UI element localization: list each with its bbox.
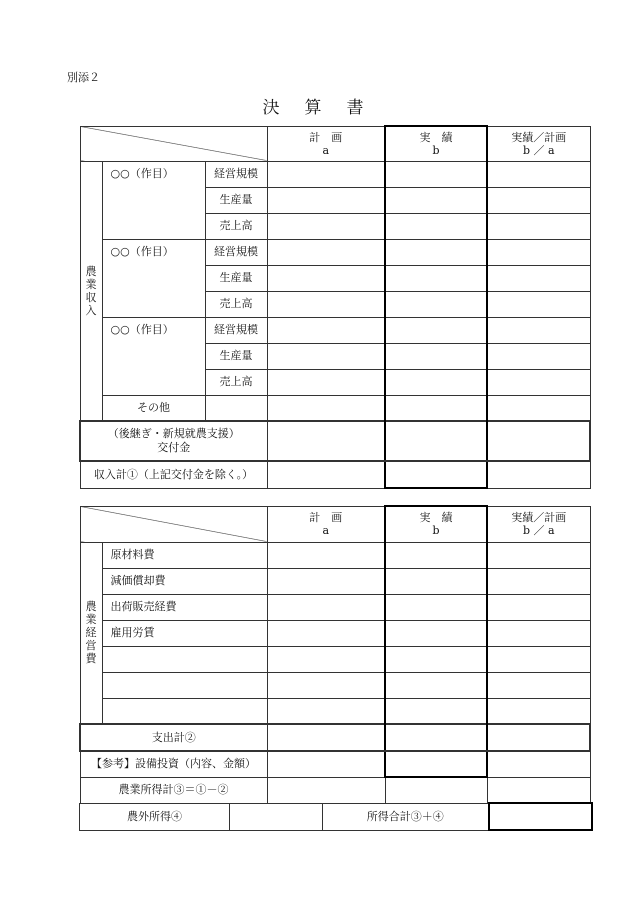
crop-label: ○○（作目） <box>102 239 205 317</box>
ratio-cell[interactable] <box>487 317 590 343</box>
actual-cell[interactable] <box>385 672 487 698</box>
ratio-header-label: 実績／計画 <box>511 510 567 524</box>
plan-header-sub: a <box>322 523 330 537</box>
ratio-cell[interactable] <box>487 291 590 317</box>
non-farm-income-label: 農外所得④ <box>80 803 230 830</box>
actual-cell[interactable] <box>385 421 487 461</box>
plan-cell[interactable] <box>267 568 385 594</box>
ratio-cell[interactable] <box>487 620 590 646</box>
plan-cell[interactable] <box>267 646 385 672</box>
actual-header-sub: b <box>432 524 440 537</box>
ratio-cell[interactable] <box>487 594 590 620</box>
ratio-cell[interactable] <box>487 698 590 724</box>
plan-cell[interactable] <box>267 291 385 317</box>
actual-cell[interactable] <box>385 594 487 620</box>
subsidy-label <box>80 421 267 461</box>
plan-cell[interactable] <box>267 461 385 488</box>
crop-label: ○○（作目） <box>102 161 205 239</box>
actual-cell[interactable] <box>385 646 487 672</box>
ratio-header <box>487 126 590 161</box>
income-section-label: 農 業 収 入 <box>80 161 102 421</box>
plan-header-label: 計 画 <box>309 130 343 144</box>
expense-section-label: 農 業 経 営 費 <box>80 542 102 724</box>
subsidy-line1: （後継ぎ・新規就農支援） <box>107 427 240 440</box>
row-label: 経営規模 <box>205 239 267 265</box>
ratio-cell[interactable] <box>487 751 590 777</box>
actual-cell[interactable] <box>385 317 487 343</box>
plan-cell[interactable] <box>267 751 385 777</box>
expense-total-label: 支出計② <box>80 724 267 751</box>
annex-label: 別添２ <box>67 71 100 84</box>
plan-header-sub: a <box>322 143 330 157</box>
header-diagonal-cell <box>80 506 267 542</box>
actual-cell[interactable] <box>385 395 487 421</box>
plan-cell[interactable] <box>267 594 385 620</box>
row-label: 経営規模 <box>205 161 267 187</box>
actual-cell[interactable] <box>385 213 487 239</box>
ratio-cell[interactable] <box>487 542 590 568</box>
actual-cell[interactable] <box>385 542 487 568</box>
actual-cell[interactable] <box>385 239 487 265</box>
plan-header-label: 計 画 <box>309 510 343 524</box>
ratio-cell[interactable] <box>487 672 590 698</box>
expense-item-label: 出荷販売経費 <box>102 594 267 620</box>
actual-cell[interactable] <box>385 620 487 646</box>
ratio-cell[interactable] <box>487 646 590 672</box>
plan-cell[interactable] <box>267 239 385 265</box>
income-summary-table <box>79 802 593 831</box>
ratio-header-sub: b ／ a <box>522 523 555 537</box>
plan-cell[interactable] <box>267 343 385 369</box>
ratio-cell[interactable] <box>487 239 590 265</box>
expense-item-label: 原材料費 <box>102 542 267 568</box>
expense-item-label <box>102 646 267 672</box>
plan-cell[interactable] <box>267 161 385 187</box>
row-label: 経営規模 <box>205 317 267 343</box>
row-label: 生産量 <box>205 187 267 213</box>
actual-header <box>385 506 487 542</box>
ratio-header-label: 実績／計画 <box>511 130 567 144</box>
ratio-cell[interactable] <box>487 369 590 395</box>
actual-cell[interactable] <box>385 343 487 369</box>
other-sub-cell <box>205 395 267 421</box>
actual-cell[interactable] <box>385 161 487 187</box>
farm-income-label: 農業所得計③＝①－② <box>80 777 267 803</box>
ratio-cell[interactable] <box>487 161 590 187</box>
expense-table <box>79 505 591 804</box>
header-diagonal-cell <box>80 126 267 161</box>
expense-item-label <box>102 698 267 724</box>
ratio-cell[interactable] <box>487 213 590 239</box>
actual-header-label: 実 績 <box>419 131 453 144</box>
ratio-cell[interactable] <box>487 568 590 594</box>
actual-cell[interactable] <box>385 568 487 594</box>
plan-cell[interactable] <box>267 672 385 698</box>
ratio-cell[interactable] <box>487 265 590 291</box>
plan-header <box>267 126 385 161</box>
ratio-cell[interactable] <box>487 187 590 213</box>
row-label: 生産量 <box>205 343 267 369</box>
plan-cell[interactable] <box>267 620 385 646</box>
ratio-cell[interactable] <box>487 777 590 803</box>
actual-cell[interactable] <box>385 777 487 803</box>
plan-cell[interactable] <box>267 724 385 751</box>
income-table <box>79 125 591 489</box>
plan-cell[interactable] <box>267 421 385 461</box>
plan-cell[interactable] <box>267 213 385 239</box>
ratio-cell[interactable] <box>487 461 590 488</box>
actual-cell[interactable] <box>385 291 487 317</box>
ratio-header-sub: b ／ a <box>522 143 555 157</box>
plan-cell[interactable] <box>267 777 385 803</box>
actual-cell[interactable] <box>385 751 487 777</box>
ratio-cell[interactable] <box>487 724 590 751</box>
row-label: 売上高 <box>205 291 267 317</box>
actual-cell[interactable] <box>385 265 487 291</box>
plan-cell[interactable] <box>267 698 385 724</box>
plan-cell[interactable] <box>267 542 385 568</box>
plan-header <box>267 506 385 542</box>
row-label: 売上高 <box>205 369 267 395</box>
actual-cell[interactable] <box>385 698 487 724</box>
ratio-cell[interactable] <box>487 395 590 421</box>
other-label: その他 <box>102 395 205 421</box>
row-label: 売上高 <box>205 213 267 239</box>
expense-item-label: 減価償却費 <box>102 568 267 594</box>
income-total-label: 所得合計③＋④ <box>323 803 489 830</box>
non-farm-income-cell[interactable] <box>230 803 323 830</box>
actual-cell[interactable] <box>385 461 487 488</box>
actual-header-sub: b <box>432 144 440 157</box>
income-total-cell[interactable] <box>489 803 592 830</box>
income-total-label: 収入計①（上記交付金を除く。） <box>80 461 267 488</box>
plan-cell[interactable] <box>267 395 385 421</box>
actual-cell[interactable] <box>385 187 487 213</box>
page-title: 決 算 書 <box>262 98 368 118</box>
actual-cell[interactable] <box>385 724 487 751</box>
reference-label: 【参考】設備投資（内容、金額） <box>80 751 267 777</box>
ratio-cell[interactable] <box>487 343 590 369</box>
expense-item-label <box>102 672 267 698</box>
plan-cell[interactable] <box>267 317 385 343</box>
row-label: 生産量 <box>205 265 267 291</box>
subsidy-line2: 交付金 <box>157 441 191 454</box>
actual-cell[interactable] <box>385 369 487 395</box>
plan-cell[interactable] <box>267 187 385 213</box>
actual-header <box>385 126 487 161</box>
plan-cell[interactable] <box>267 265 385 291</box>
expense-item-label: 雇用労賃 <box>102 620 267 646</box>
ratio-header <box>487 506 590 542</box>
crop-label: ○○（作目） <box>102 317 205 395</box>
ratio-cell[interactable] <box>487 421 590 461</box>
actual-header-label: 実 績 <box>419 511 453 524</box>
plan-cell[interactable] <box>267 369 385 395</box>
